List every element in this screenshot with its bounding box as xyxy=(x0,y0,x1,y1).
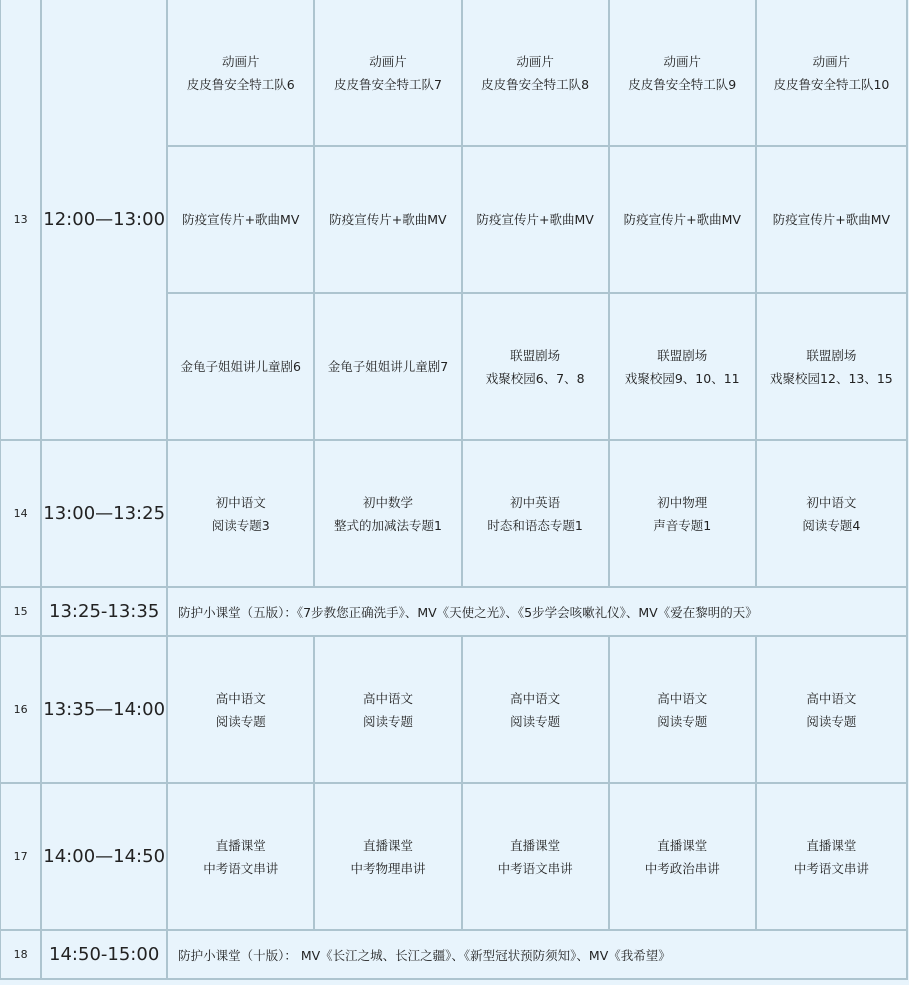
program-cell xyxy=(609,146,756,293)
program-cell xyxy=(462,636,609,783)
schedule-row xyxy=(0,930,907,979)
program-cell xyxy=(167,146,314,293)
program-line: 阅读专题 xyxy=(806,713,857,729)
program-line: 初中数学 xyxy=(362,494,413,510)
program-line: 动画片 xyxy=(812,53,851,69)
program-line: 初中物理 xyxy=(657,494,708,510)
program-line: 高中语文 xyxy=(362,690,413,706)
program-line: 皮皮鲁安全特工队9 xyxy=(628,76,737,92)
program-line: 阅读专题 xyxy=(362,713,413,729)
program-cell xyxy=(609,636,756,783)
program-cell xyxy=(756,636,907,783)
schedule-row xyxy=(0,636,907,783)
program-span-text: 防护小课堂（五版）：《7步教您正确洗手》、MV《天使之光》、《5步学会咳嗽礼仪》、MV《爱在黎明的天》 xyxy=(167,587,907,636)
row-number: 15 xyxy=(0,587,41,636)
program-line: 防疫宣传片+歌曲MV xyxy=(182,212,300,227)
program-cell xyxy=(314,783,461,930)
program-line: 动画片 xyxy=(663,53,701,69)
program-line: 高中语文 xyxy=(215,690,266,706)
program-line: 时态和语态专题1 xyxy=(487,517,583,533)
program-cell xyxy=(756,783,907,930)
program-line: 动画片 xyxy=(369,53,407,69)
program-line: 中考语文串讲 xyxy=(203,860,279,876)
time-slot: 13:25-13:35 xyxy=(41,587,167,636)
program-line: 防疫宣传片+歌曲MV xyxy=(623,212,741,227)
program-line: 直播课堂 xyxy=(215,837,266,853)
program-line: 防疫宣传片+歌曲MV xyxy=(772,212,891,227)
program-line: 阅读专题 xyxy=(510,713,561,729)
schedule-row xyxy=(0,783,907,930)
program-line: 戏聚校园12、13、15 xyxy=(770,370,893,386)
row-number: 16 xyxy=(0,636,41,783)
program-line: 皮皮鲁安全特工队8 xyxy=(481,76,590,92)
row-number: 14 xyxy=(0,440,41,587)
program-line: 中考政治串讲 xyxy=(644,860,720,876)
program-cell xyxy=(462,146,609,293)
program-line: 皮皮鲁安全特工队6 xyxy=(186,76,295,92)
schedule-row xyxy=(0,0,907,146)
program-cell xyxy=(756,0,907,146)
program-cell xyxy=(462,293,609,440)
program-line: 直播课堂 xyxy=(362,837,413,853)
program-cell xyxy=(756,440,907,587)
program-line: 整式的加减法专题1 xyxy=(333,517,442,533)
program-line: 动画片 xyxy=(516,53,554,69)
program-line: 联盟剧场 xyxy=(510,347,561,363)
program-line: 戏聚校园9、10、11 xyxy=(624,370,740,386)
program-cell xyxy=(314,440,461,587)
program-line: 阅读专题 xyxy=(657,713,708,729)
schedule-row xyxy=(0,587,907,636)
program-line: 高中语文 xyxy=(657,690,708,706)
program-line: 中考语文串讲 xyxy=(793,860,869,876)
program-cell xyxy=(314,146,461,293)
program-cell xyxy=(609,293,756,440)
program-cell xyxy=(314,636,461,783)
program-cell xyxy=(609,783,756,930)
program-cell xyxy=(314,293,461,440)
program-line: 联盟剧场 xyxy=(657,347,708,363)
program-cell xyxy=(167,293,314,440)
program-cell xyxy=(462,783,609,930)
program-line: 初中英语 xyxy=(510,494,561,510)
time-slot: 14:00—14:50 xyxy=(41,783,167,930)
program-line: 直播课堂 xyxy=(806,837,857,853)
program-line: 戏聚校园6、7、8 xyxy=(485,370,585,386)
program-line: 声音专题1 xyxy=(653,517,712,533)
program-line: 阅读专题3 xyxy=(211,517,270,533)
program-line: 金龟子姐姐讲儿童剧7 xyxy=(327,359,449,374)
program-cell xyxy=(609,440,756,587)
program-line: 防疫宣传片+歌曲MV xyxy=(476,212,594,227)
row-number: 13 xyxy=(0,0,41,440)
program-line: 初中语文 xyxy=(806,494,857,510)
time-slot: 14:50-15:00 xyxy=(41,930,167,979)
program-cell xyxy=(462,0,609,146)
program-line: 阅读专题 xyxy=(215,713,266,729)
program-line: 金龟子姐姐讲儿童剧6 xyxy=(180,359,301,374)
program-line: 皮皮鲁安全特工队7 xyxy=(333,76,442,92)
program-cell xyxy=(167,783,314,930)
program-line: 防疫宣传片+歌曲MV xyxy=(329,212,447,227)
program-line: 中考语文串讲 xyxy=(497,860,573,876)
program-line: 动画片 xyxy=(221,53,260,69)
program-line: 皮皮鲁安全特工队10 xyxy=(773,76,890,92)
program-cell xyxy=(756,293,907,440)
time-slot: 13:00—13:25 xyxy=(41,440,167,587)
program-cell xyxy=(167,636,314,783)
time-slot: 12:00—13:00 xyxy=(41,0,167,440)
program-line: 高中语文 xyxy=(510,690,561,706)
program-span-text: 防护小课堂（十版）： MV《长江之城、长江之疆》、《新型冠状预防须知》、MV《我希望》 xyxy=(167,930,907,979)
program-line: 阅读专题4 xyxy=(802,517,861,533)
program-cell xyxy=(167,440,314,587)
program-line: 直播课堂 xyxy=(657,837,708,853)
program-line: 联盟剧场 xyxy=(806,347,857,363)
program-cell xyxy=(314,0,461,146)
row-number: 18 xyxy=(0,930,41,979)
program-line: 初中语文 xyxy=(215,494,266,510)
program-cell xyxy=(462,440,609,587)
row-number: 17 xyxy=(0,783,41,930)
program-cell xyxy=(167,0,314,146)
time-slot: 13:35—14:00 xyxy=(41,636,167,783)
schedule-row xyxy=(0,440,907,587)
program-cell xyxy=(609,0,756,146)
program-line: 直播课堂 xyxy=(510,837,561,853)
program-cell xyxy=(756,146,907,293)
program-line: 中考物理串讲 xyxy=(350,860,426,876)
program-line: 高中语文 xyxy=(806,690,857,706)
